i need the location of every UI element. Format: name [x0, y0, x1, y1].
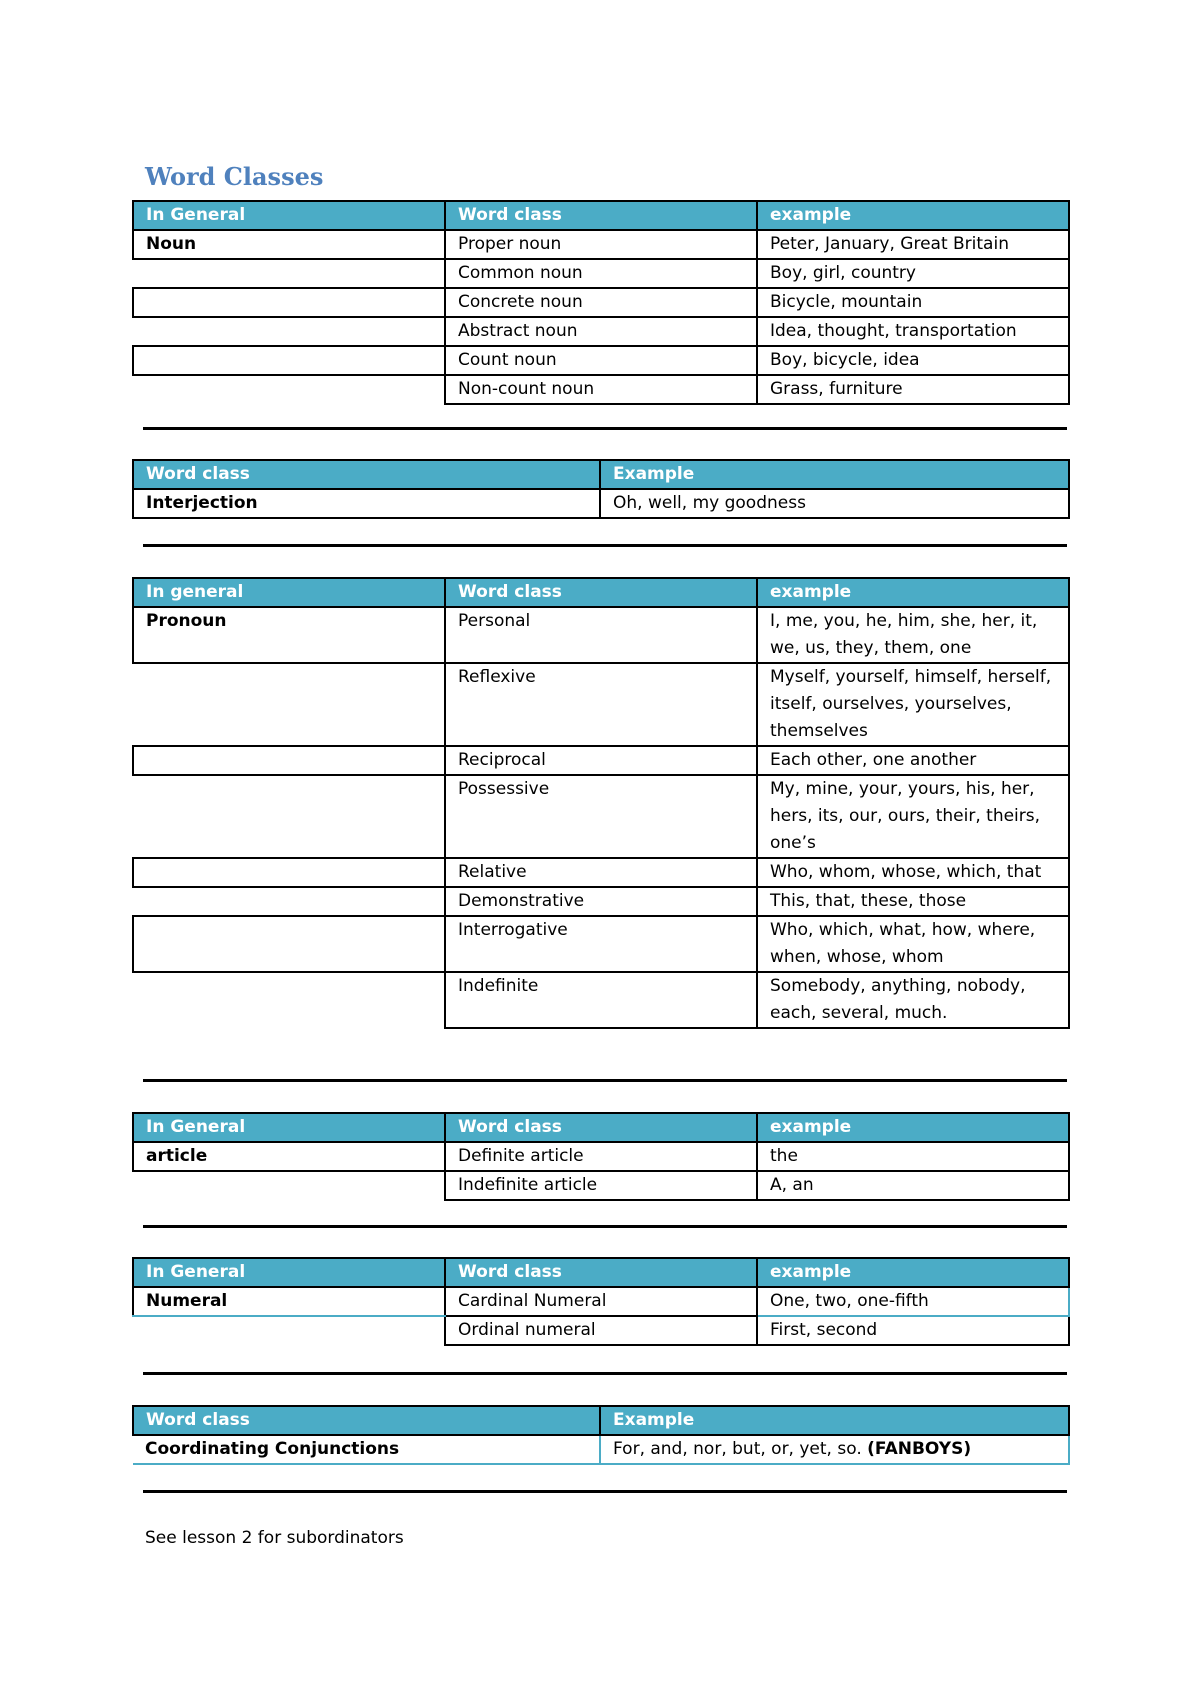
table-row [133, 288, 1069, 317]
table-row [133, 1171, 1069, 1200]
example-cell: Boy, bicycle, idea [757, 346, 1069, 375]
general-cell [133, 1171, 445, 1200]
general-cell [133, 1316, 445, 1345]
general-cell: Noun [133, 230, 445, 259]
example-cell: Idea, thought, transportation [757, 317, 1069, 346]
example-cell: I, me, you, he, him, she, her, it, we, us, they, them, one [757, 607, 1069, 663]
word-class-cell: Indefinite article [445, 1171, 757, 1200]
general-cell [133, 288, 445, 317]
pronoun-table [132, 577, 1070, 1029]
column-header: In General [133, 1113, 445, 1142]
column-header: Word class [445, 201, 757, 230]
table-row [133, 858, 1069, 887]
word-class-cell: Count noun [445, 346, 757, 375]
column-header: Example [600, 1406, 1069, 1435]
column-header: Word class [445, 1113, 757, 1142]
table-row [133, 346, 1069, 375]
general-cell [133, 916, 445, 972]
word-class-cell: Common noun [445, 259, 757, 288]
table-row [133, 259, 1069, 288]
table-row [133, 746, 1069, 775]
column-header: In General [133, 201, 445, 230]
column-header: Example [600, 460, 1069, 489]
column-header: Word class [133, 460, 600, 489]
word-class-cell: Demonstrative [445, 887, 757, 916]
example-cell: Who, whom, whose, which, that [757, 858, 1069, 887]
word-class-cell: Concrete noun [445, 288, 757, 317]
general-cell [133, 746, 445, 775]
section-divider [143, 1490, 1067, 1493]
interjection-table [132, 459, 1070, 519]
general-cell: Numeral [133, 1287, 445, 1316]
column-header: Word class [445, 1258, 757, 1287]
article-table [132, 1112, 1070, 1201]
column-header: Word class [133, 1406, 600, 1435]
table-header-row [133, 201, 1069, 230]
example-cell: Somebody, anything, nobody, each, several, much. [757, 972, 1069, 1028]
table-row [133, 663, 1069, 746]
example-cell: Boy, girl, country [757, 259, 1069, 288]
table-header-row [133, 1406, 1069, 1435]
numeral-table [132, 1257, 1070, 1346]
column-header: example [757, 201, 1069, 230]
table-row [133, 375, 1069, 404]
word-class-cell: Reflexive [445, 663, 757, 746]
column-header: example [757, 578, 1069, 607]
word-class-cell: Non-count noun [445, 375, 757, 404]
example-cell: Peter, January, Great Britain [757, 230, 1069, 259]
table-row [133, 887, 1069, 916]
word-class-cell: Personal [445, 607, 757, 663]
column-header: In general [133, 578, 445, 607]
general-cell [133, 663, 445, 746]
table-row [133, 972, 1069, 1028]
table-header-row [133, 1258, 1069, 1287]
word-class-cell: Reciprocal [445, 746, 757, 775]
word-class-cell: Interrogative [445, 916, 757, 972]
general-cell [133, 972, 445, 1028]
word-class-cell: Definite article [445, 1142, 757, 1171]
table-row [133, 1142, 1069, 1171]
column-header: example [757, 1258, 1069, 1287]
table-row [133, 775, 1069, 858]
word-class-cell: Coordinating Conjunctions [133, 1435, 600, 1464]
section-divider [143, 1225, 1067, 1228]
example-cell: For, and, nor, but, or, yet, so. (FANBOYS) [600, 1435, 1069, 1464]
example-cell: First, second [757, 1316, 1069, 1345]
general-cell [133, 775, 445, 858]
example-cell: One, two, one-fifth [757, 1287, 1069, 1316]
general-cell [133, 375, 445, 404]
table-row [133, 1316, 1069, 1345]
example-cell: This, that, these, those [757, 887, 1069, 916]
section-divider [143, 427, 1067, 430]
word-class-cell: Relative [445, 858, 757, 887]
general-cell [133, 259, 445, 288]
general-cell [133, 346, 445, 375]
conjunction-table [132, 1405, 1070, 1465]
example-cell: the [757, 1142, 1069, 1171]
table-header-row [133, 578, 1069, 607]
word-class-cell: Proper noun [445, 230, 757, 259]
table-row [133, 607, 1069, 663]
word-class-cell: Ordinal numeral [445, 1316, 757, 1345]
page-title: Word Classes [145, 162, 324, 191]
general-cell [133, 858, 445, 887]
example-cell: Grass, furniture [757, 375, 1069, 404]
general-cell: Pronoun [133, 607, 445, 663]
example-cell: Each other, one another [757, 746, 1069, 775]
example-cell: Who, which, what, how, where, when, whose, whom [757, 916, 1069, 972]
table-row [133, 489, 1069, 518]
section-divider [143, 1372, 1067, 1375]
section-divider [143, 544, 1067, 547]
example-cell: Oh, well, my goodness [600, 489, 1069, 518]
table-row [133, 916, 1069, 972]
word-class-cell: Indefinite [445, 972, 757, 1028]
example-cell: My, mine, your, yours, his, her, hers, its, our, ours, their, theirs, one’s [757, 775, 1069, 858]
table-header-row [133, 460, 1069, 489]
table-row [133, 1435, 1069, 1464]
footer-note: See lesson 2 for subordinators [145, 1528, 404, 1548]
table-row [133, 317, 1069, 346]
section-divider [143, 1079, 1067, 1082]
example-cell: Bicycle, mountain [757, 288, 1069, 317]
table-row [133, 230, 1069, 259]
table-row [133, 1287, 1069, 1316]
example-cell: Myself, yourself, himself, herself, itself, ourselves, yourselves, themselves [757, 663, 1069, 746]
general-cell [133, 887, 445, 916]
word-class-cell: Interjection [133, 489, 600, 518]
word-class-cell: Possessive [445, 775, 757, 858]
word-class-cell: Abstract noun [445, 317, 757, 346]
noun-table [132, 200, 1070, 405]
table-header-row [133, 1113, 1069, 1142]
column-header: example [757, 1113, 1069, 1142]
example-cell: A, an [757, 1171, 1069, 1200]
column-header: Word class [445, 578, 757, 607]
word-class-cell: Cardinal Numeral [445, 1287, 757, 1316]
general-cell: article [133, 1142, 445, 1171]
general-cell [133, 317, 445, 346]
column-header: In General [133, 1258, 445, 1287]
